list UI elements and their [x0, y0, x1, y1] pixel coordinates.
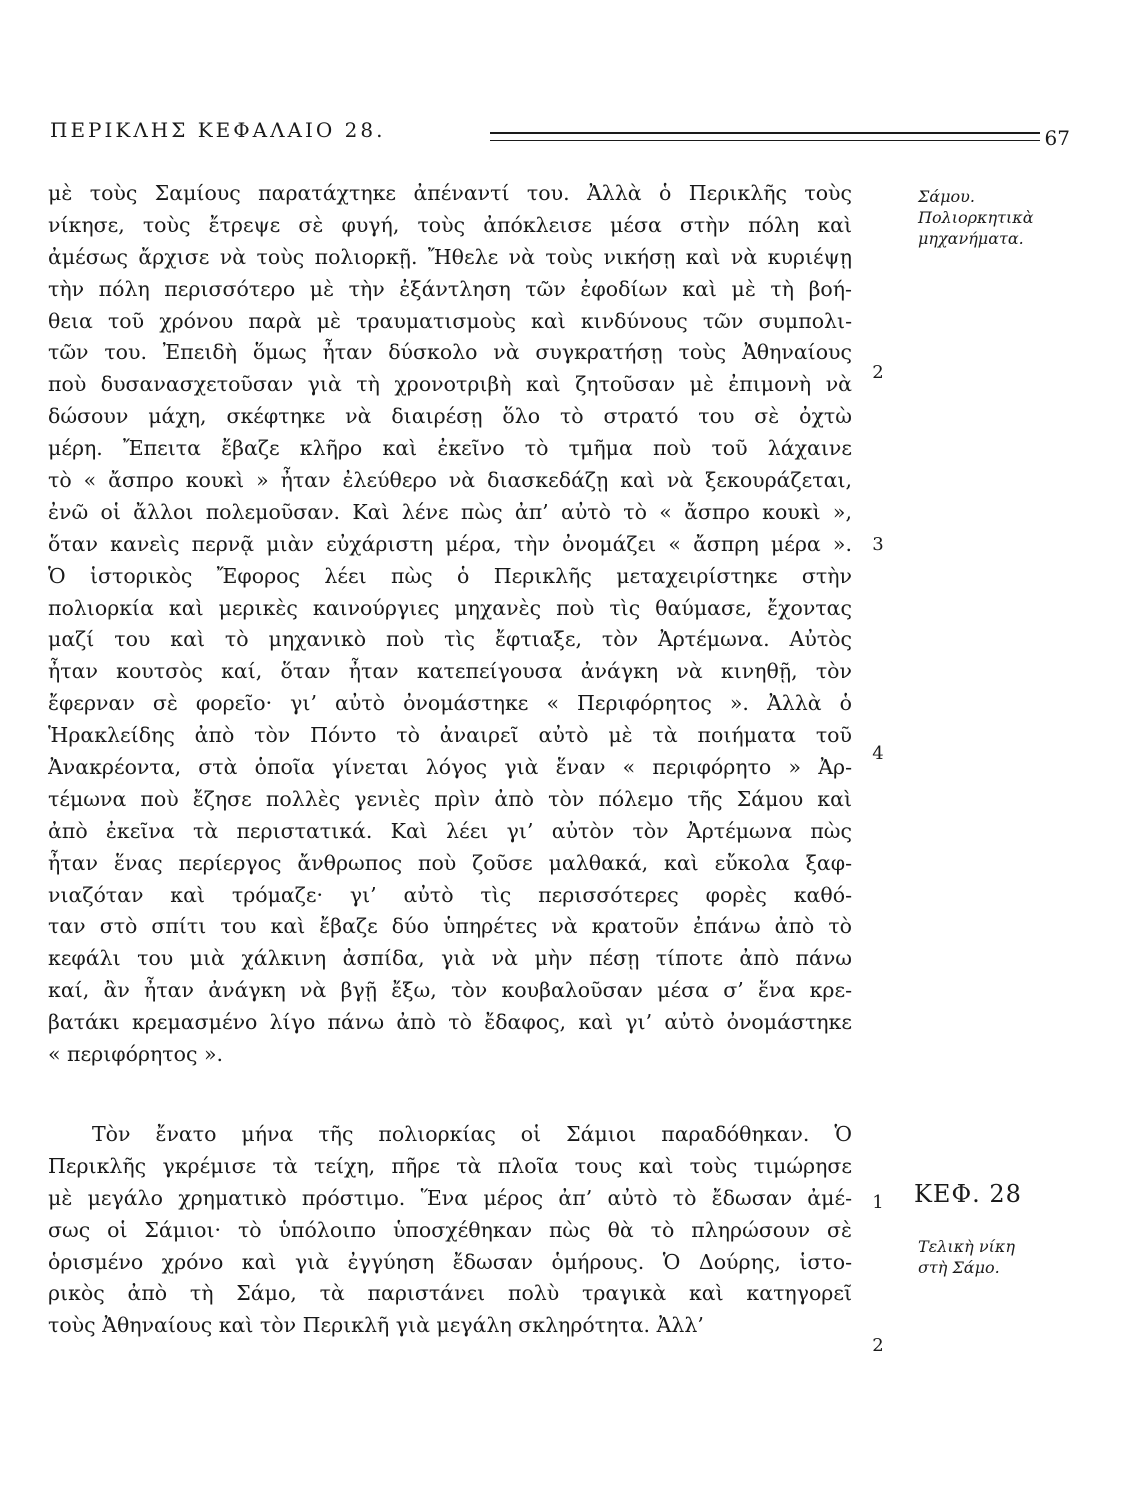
text-line: βατάκι κρεμασμένο λίγο πάνω ἀπὸ τὸ ἔδαφος, καὶ γι’ αὐτὸ ὀνομάστηκε [48, 1010, 852, 1035]
page-number: 67 [1044, 126, 1070, 150]
text-line: μαζί του καὶ τὸ μηχανικὸ ποὺ τὶς ἔφτιαξε, τὸν Ἀρτέμωνα. Αὐτὸς [48, 627, 852, 652]
main-text-column [48, 178, 852, 1342]
text-line: τοὺς Ἀθηναίους καὶ τὸν Περικλῆ γιὰ μεγάλη σκληρότητα. Ἀλλ’ [48, 1313, 704, 1338]
text-line: πολιορκία καὶ μερικὲς καινούργιες μηχανὲς ποὺ τὶς θαύμασε, ἔχοντας [48, 595, 852, 620]
text-line: Ὁ ἱστορικὸς Ἔφορος λέει πὼς ὁ Περικλῆς μεταχειρίστηκε στὴν [48, 563, 852, 588]
text-line: ταν στὸ σπίτι του καὶ ἔβαζε δύο ὑπηρέτες νὰ κρατοῦν ἐπάνω ἀπὸ τὸ [48, 914, 852, 939]
text-line: ἔφερναν σὲ φορεῖο· γι’ αὐτὸ ὀνομάστηκε « Περιφόρητος ». Ἀλλὰ ὁ [48, 691, 852, 716]
text-line: ἦταν ἕνας περίεργος ἄνθρωπος ποὺ ζοῦσε μαλθακά, καὶ εὔκολα ξαφ- [48, 850, 852, 875]
text-line: θεια τοῦ χρόνου παρὰ μὲ τραυματισμοὺς καὶ κινδύνους τῶν συμπολι- [48, 308, 852, 333]
running-title: ΠΕΡΙΚΛΗΣ ΚΕΦΑΛΑΙΟ 28. [50, 118, 386, 142]
text-line: ἀμέσως ἄρχισε νὰ τοὺς πολιορκῇ. Ἤθελε νὰ τοὺς νικήσῃ καὶ νὰ κυριέψῃ [48, 244, 852, 269]
text-line: δώσουν μάχη, σκέφτηκε νὰ διαιρέσῃ ὅλο τὸ στρατό του σὲ ὀχτὼ [48, 404, 852, 429]
text-line: κεφάλι του μιὰ χάλκινη ἀσπίδα, γιὰ νὰ μὴν πέσῃ τίποτε ἀπὸ πάνω [48, 946, 852, 971]
section-number: 1 [872, 1192, 884, 1213]
paragraph [48, 1119, 852, 1342]
paragraph-gap [48, 1071, 852, 1119]
section-number: 2 [872, 362, 884, 383]
text-line: ὅταν κανεὶς περνᾷ μιὰν εὐχάριστη μέρα, τὴν ὀνομάζει « ἄσπρη μέρα ». [48, 531, 852, 556]
text-line: τὸ « ἄσπρο κουκὶ » ἦταν ἐλεύθερο νὰ διασκεδάζῃ καὶ νὰ ξεκουράζεται, [48, 468, 852, 493]
text-line: ποὺ δυσανασχετοῦσαν γιὰ τὴ χρονοτριβὴ καὶ ζητοῦσαν μὲ ἐπιμονὴ νὰ [48, 372, 852, 397]
running-header [50, 118, 1070, 158]
text-line: σως οἱ Σάμιοι· τὸ ὑπόλοιπο ὑποσχέθηκαν πὼς θὰ τὸ πληρώσουν σὲ [48, 1217, 852, 1242]
text-line: Τὸν ἔνατο μήνα τῆς πολιορκίας οἱ Σάμιοι παραδόθηκαν. Ὁ [92, 1121, 852, 1146]
text-line: ἦταν κουτσὸς καί, ὅταν ἦταν κατεπείγουσα ἀνάγκη νὰ κινηθῇ, τὸν [48, 659, 852, 684]
text-line: Ἡρακλείδης ἀπὸ τὸν Πόντο τὸ ἀναιρεῖ αὐτὸ μὲ τὰ ποιήματα τοῦ [48, 723, 852, 748]
chapter-label: ΚΕΦ. 28 [914, 1180, 1022, 1208]
text-line: καί, ἂν ἦταν ἀνάγκη νὰ βγῇ ἔξω, τὸν κουβαλοῦσαν μέσα σ’ ἕνα κρε- [48, 978, 852, 1003]
paragraph [48, 178, 852, 1071]
text-line: Περικλῆς γκρέμισε τὰ τείχη, πῆρε τὰ πλοῖα τους καὶ τοὺς τιμώρησε [48, 1153, 852, 1178]
margin-note: Τελικὴ νίκη στὴ Σάμο. [918, 1237, 1015, 1277]
text-line: « περιφόρητος ». [48, 1042, 224, 1067]
text-line: ἀπὸ ἐκεῖνα τὰ περιστατικά. Καὶ λέει γι’ αὐτὸν τὸν Ἀρτέμωνα πὼς [48, 818, 852, 843]
text-line: μὲ μεγάλο χρηματικὸ πρόστιμο. Ἕνα μέρος ἀπ’ αὐτὸ τὸ ἔδωσαν ἀμέ- [48, 1185, 852, 1210]
text-line: ρικὸς ἀπὸ τὴ Σάμο, τὰ παριστάνει πολὺ τραγικὰ καὶ κατηγορεῖ [48, 1281, 852, 1306]
text-line: μὲ τοὺς Σαμίους παρατάχτηκε ἀπέναντί του. Ἀλλὰ ὁ Περικλῆς τοὺς [48, 181, 852, 205]
section-number: 2 [872, 1335, 884, 1356]
text-line: νίκησε, τοὺς ἔτρεψε σὲ φυγή, τοὺς ἀπόκλεισε μέσα στὴν πόλη καὶ [48, 212, 852, 237]
text-line: ἐνῶ οἱ ἄλλοι πολεμοῦσαν. Καὶ λένε πὼς ἀπ’ αὐτὸ τὸ « ἄσπρο κουκὶ », [48, 499, 852, 524]
text-line: μέρη. Ἔπειτα ἔβαζε κλῆρο καὶ ἐκεῖνο τὸ τμῆμα ποὺ τοῦ λάχαινε [48, 436, 852, 461]
section-number: 4 [872, 743, 884, 764]
text-line: ὁρισμένο χρόνο καὶ γιὰ ἐγγύηση ἔδωσαν ὁμήρους. Ὁ Δούρης, ἱστο- [48, 1249, 852, 1274]
text-line: Ἀνακρέοντα, στὰ ὁποῖα γίνεται λόγος γιὰ ἕναν « περιφόρητο » Ἀρ- [48, 755, 852, 780]
text-line: τῶν του. Ἐπειδὴ ὅμως ἦταν δύσκολο νὰ συγκρατήσῃ τοὺς Ἀθηναίους [48, 340, 852, 365]
text-line: τὴν πόλη περισσότερο μὲ τὴν ἐξάντληση τῶν ἐφοδίων καὶ μὲ τὴ βοή- [48, 276, 852, 301]
margin-note: Σάμου. Πολιορκητικὰ μηχανήματα. [918, 187, 1034, 248]
header-rule [490, 132, 1040, 141]
text-line: τέμωνα ποὺ ἔζησε πολλὲς γενιὲς πρὶν ἀπὸ τὸν πόλεμο τῆς Σάμου καὶ [48, 786, 852, 811]
text-line: νιαζόταν καὶ τρόμαζε· γι’ αὐτὸ τὶς περισσότερες φορὲς καθό- [48, 882, 852, 907]
section-number: 3 [872, 534, 884, 555]
